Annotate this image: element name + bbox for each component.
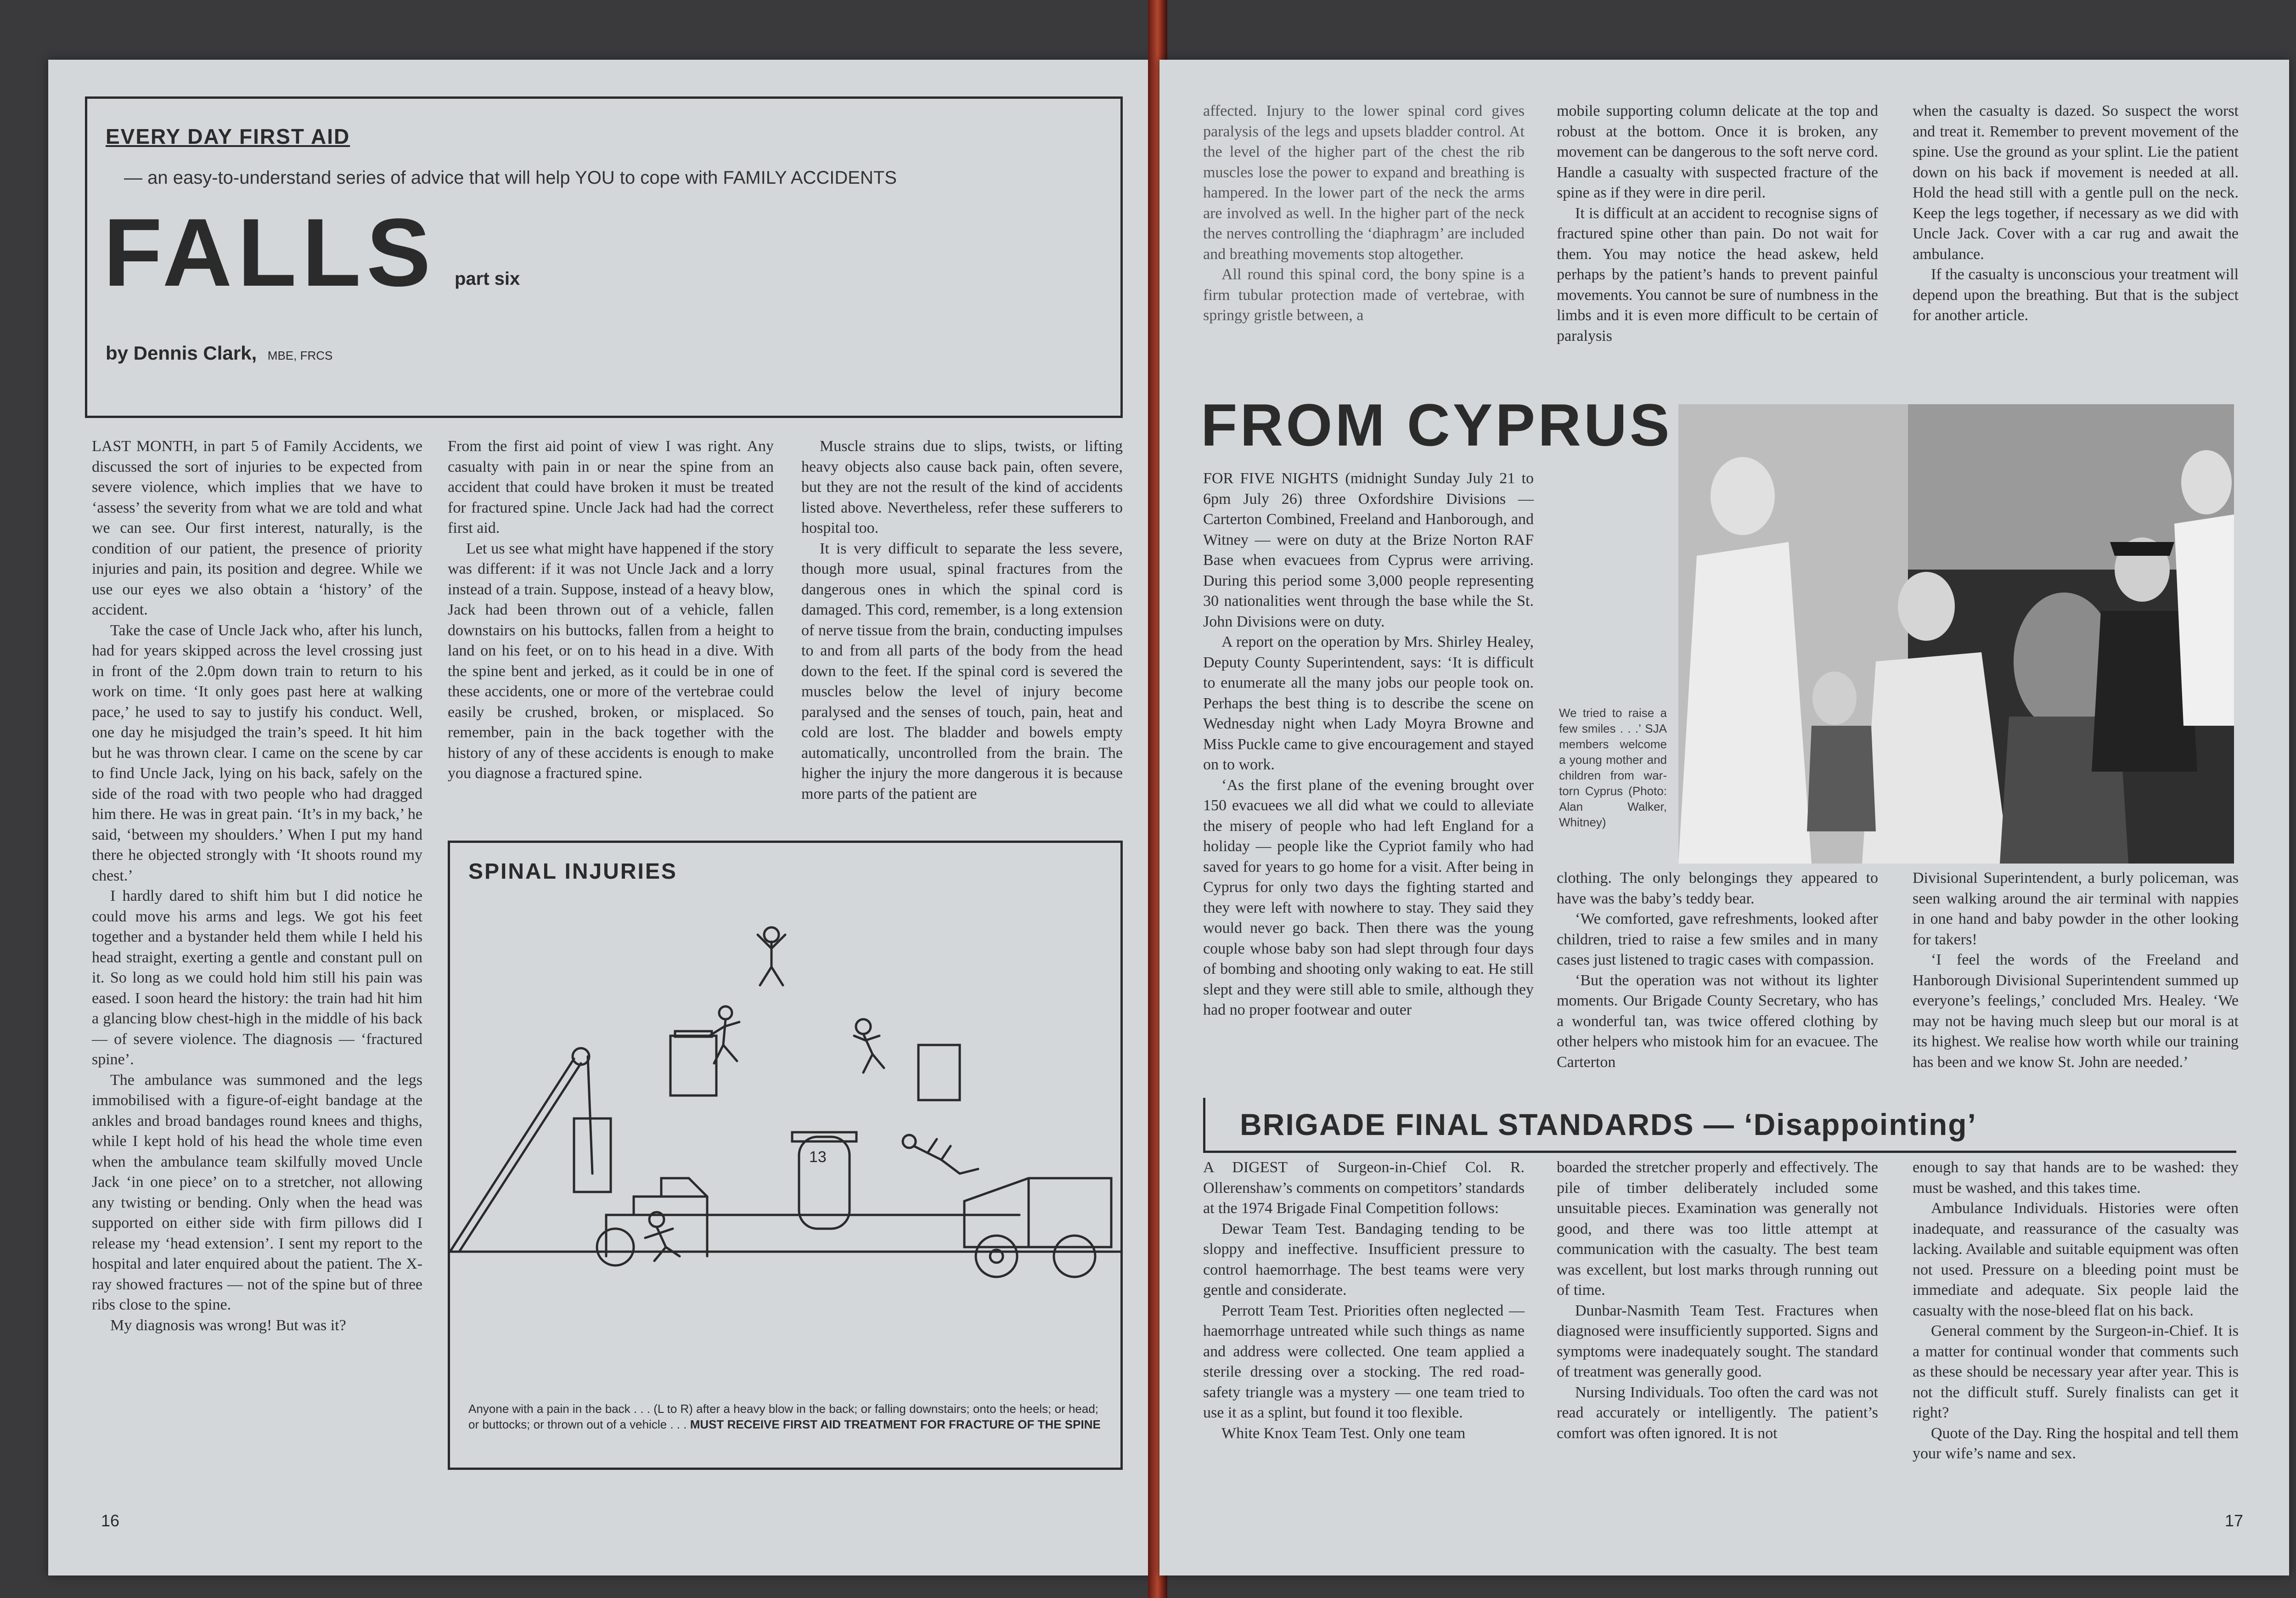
paragraph: A report on the operation by Mrs. Shirley Healey, Deputy County Superintendent, says: ‘It is difficult to enumerate all the many jobs our people took on. Perhaps the best thing is to describe the scene on Wednesday night when Lady Moyra Browne and Miss Puckle came to give encouragement and stayed on to work. bbox=[1203, 633, 1534, 773]
paragraph: The ambulance was summoned and the legs immobilised with a figure-of-eight bandage at the ankles and broad bandages round knees and thighs, while I kept hold of his head the whole time even when the ambulance team skilfully moved Uncle Jack ‘in one piece’ on to a stretcher, not allowing any twisting or bending. Only when the head was supported on either side with firm pillows did I release my ‘head extension’. I sent my report to the hospital and later enquired about the patient. The X-ray showed fractures — not of the spine but of three ribs close to the spine. bbox=[92, 1071, 422, 1313]
truck-wheel bbox=[976, 1236, 1017, 1277]
brigade-headline-band bbox=[1203, 1098, 2236, 1153]
paragraph: It is very difficult to separate the less severe, though more usual, spinal fractures from the dangerous ones in which the spinal cord is damaged. This cord, remember, is a long extension of nerve tissue from the brain, conducting impulses to and from all parts of the body from the head down to the feet. If the spinal cord is severed the muscles below the level of injury become paralysed and the senses of touch, pain, heat and cold are lost. The bladder and bowels empty automatically, uncontrolled from the brain. The higher the injury the more dangerous it is because more parts of the patient are bbox=[801, 540, 1123, 802]
brigade-headline: BRIGADE FINAL STANDARDS — ‘Disappointing’ bbox=[1240, 1107, 1977, 1141]
paragraph: ‘I feel the words of the Freeland and Hanborough Divisional Superintendent summed up everyone’s feelings,’ concluded Mrs. Healey. ‘We may not be having much sleep but our moral is at its highest. We realise how worth while our training has been and we know St. John are needed.’ bbox=[1913, 951, 2239, 1071]
paragraph: ‘We comforted, gave refreshments, looked after children, tried to raise a few smiles and in many cases just listened to tragic cases with compassion. bbox=[1557, 910, 1878, 968]
series-subtitle: — an easy-to-understand series of advice that will help YOU to cope with FAMILY ACCIDENTS bbox=[124, 168, 897, 188]
falling-figure-head bbox=[856, 1019, 871, 1034]
mother-face bbox=[1898, 572, 1955, 641]
staircase bbox=[606, 1178, 707, 1256]
byline bbox=[106, 342, 332, 364]
photo-caption: We tried to raise a few smiles . . .’ SJA members welcome a young mother and children from war-torn Cyprus (Photo: Alan Walker, Whitney) bbox=[1559, 706, 1667, 829]
continued-column-3 bbox=[1913, 101, 2239, 326]
boulder bbox=[597, 1229, 634, 1265]
child-face bbox=[1812, 672, 1857, 725]
paragraph: ‘As the first plane of the evening brought over 150 evacuees we all did what we could to alleviate the misery of people who had left England for a holiday — people like the Cypriot family who had saved for years to go home for a visit. After being in Cyprus for only two days the fighting started and they were left with nowhere to stay. They said they would never go back. Then there was the young couple whose baby son had slept through four days of bombing and shooting only waking to eat. He still slept and they were still able to smile, although they had no proper footwear and outer bbox=[1203, 776, 1534, 1018]
article-title: FALLS bbox=[103, 198, 436, 306]
paragraph: Take the case of Uncle Jack who, after his lunch, had for years skipped across the level crossing just in front of the 2.0pm down train to return to his work on time. ‘It only goes past here at walking pace,’ he used to say to justify his conduct. Well, one day he misjudged the train’s speed. It hit him but he was thrown clear. I came on the scene by car to find Uncle Jack, lying on his back, safely on the side of the road with two people who had dragged him there. He was in great pain. ‘It’s in my back,’ he said, ‘between my shoulders.’ When I put my hand there he objected strongly with ‘It shoots round my chest.’ bbox=[92, 621, 422, 884]
paragraph: From the first aid point of view I was right. Any casualty with pain in or near the spine from an accident that could have broken it must be treated for fractured spine. Uncle Jack had had the correct first aid. bbox=[448, 438, 774, 536]
child-body bbox=[1807, 726, 1876, 831]
paragraph: Perrott Team Test. Priorities often neglected — haemorrhage untreated while such things as name and address were collected. One team applied a sterile dressing over a stocking. The red road-safety triangle was a mystery — one team tried to use it as a splint, but found it too flexible. bbox=[1203, 1302, 1525, 1421]
paragraph: Divisional Superintendent, a burly policeman, was seen walking around the air terminal with nappies in one hand and baby powder in the other looking for takers! bbox=[1913, 870, 2239, 948]
window-left bbox=[670, 1036, 716, 1095]
door-number: 13 bbox=[809, 1148, 827, 1166]
brigade-column-3 bbox=[1913, 1158, 2239, 1464]
paragraph: Dunbar-Nasmith Team Test. Fractures when diagnosed were insufficiently supported. Signs and symptoms were inadequately sought. The standard of treatment was generally good. bbox=[1557, 1302, 1878, 1380]
paragraph: mobile supporting column delicate at the top and robust at the bottom. Once it is broken, any movement can be dangerous to the soft nerve cord. Handle a casualty with suspected fracture of the spine as if they were in dire peril. bbox=[1557, 102, 1878, 201]
spinal-injuries-illustration bbox=[450, 898, 1120, 1357]
paragraph: Muscle strains due to slips, twists, or lifting heavy objects also cause back pain, often severe, but they are not the result of the kind of accidents listed above. Nevertheless, refer these sufferers to hospital too. bbox=[801, 438, 1123, 536]
paragraph: Let us see what might have happened if the story was different: if it was not Uncle Jack and a lorry instead of a train. Suppose, instead of a heavy blow, Jack had been thrown out of a vehicle, fallen downstairs on his buttocks, fallen from a height to land on his feet, or on to his head in a dive. With the spine bent and jerked, as it could be in one of these accidents, one or more of the vertebrae could easily be crushed, broken, or misplaced. So remember, pain in the back together with the history of any of these accidents is enough to make you diagnose a fractured spine. bbox=[448, 540, 774, 782]
nurse-uniform bbox=[1678, 542, 1812, 864]
window-left-lintel bbox=[675, 1031, 712, 1037]
article-column-1 bbox=[92, 436, 422, 1336]
cyprus-column-3 bbox=[1913, 868, 2239, 1073]
part-label: part six bbox=[455, 269, 520, 289]
paragraph: Nursing Individuals. Too often the card was not read accurately or intelligently. The patient’s comfort was often ignored. It is not bbox=[1557, 1383, 1878, 1442]
byline-honours: MBE, FRCS bbox=[267, 349, 333, 362]
falling-figure-head bbox=[764, 927, 779, 942]
falling-figure bbox=[854, 1034, 884, 1073]
older-nurse-uniform bbox=[2174, 514, 2234, 726]
paragraph: ‘But the operation was not without its lighter moments. Our Brigade County Secretary, who has a wonderful tan, was twice offered clothing by other helpers who mistook him for an evacuee. The Carterton bbox=[1557, 971, 1878, 1071]
paragraph: Quote of the Day. Ring the hospital and tell them your wife’s name and sex. bbox=[1913, 1424, 2239, 1462]
older-nurse-face bbox=[2181, 450, 2232, 514]
cyprus-headline: FROM CYPRUS bbox=[1201, 391, 1672, 458]
page-number-left: 16 bbox=[101, 1511, 120, 1530]
diving-figure bbox=[758, 935, 785, 985]
falling-figure bbox=[709, 1019, 739, 1063]
paragraph: If the casualty is unconscious your treatment will depend upon the breathing. But that is the subject for another article. bbox=[1913, 266, 2239, 324]
paragraph: enough to say that hands are to be washed: they must be washed, and this takes time. bbox=[1913, 1159, 2239, 1197]
paragraph: clothing. The only belongings they appeared to have was the baby’s teddy bear. bbox=[1557, 870, 1878, 907]
thrown-figure bbox=[914, 1139, 978, 1174]
cyprus-column-2 bbox=[1557, 868, 1878, 1073]
figure-title: SPINAL INJURIES bbox=[468, 859, 677, 884]
caption-text: Anyone with a pain in the back . . . (L to R) after a heavy blow in the back; or falling downstairs; onto the heels; or head; or buttocks; or thrown out of a vehicle . . . bbox=[468, 1402, 1099, 1431]
paragraph: White Knox Team Test. Only one team bbox=[1221, 1424, 1466, 1442]
window-right bbox=[918, 1045, 960, 1100]
crane-arm bbox=[450, 1059, 574, 1252]
paragraph: I hardly dared to shift him but I did notice he could move his arms and legs. We got his feet together and a bystander held them while I held his head straight, exerting a gentle and constant pull on it. So long as we could hold him still his pain was eased. I soon heard the history: the train had hit him a glancing blow chest-high in the middle of his back — of severe violence. The diagnosis — ‘fractured spine’. bbox=[92, 887, 422, 1068]
crane-rope bbox=[588, 1056, 592, 1174]
paragraph: FOR FIVE NIGHTS (midnight Sunday July 21 to 6pm July 26) three Oxfordshire Divisions — Carterton Combined, Freeland and Hanborough, and Witney — were on duty at the Brize Norton RAF Base when evacuees from Cyprus were arriving. During this period some 3,000 people representing 30 nationalities went through the base while the St. John Divisions were on duty. bbox=[1203, 470, 1534, 630]
evacuees-photo bbox=[1678, 404, 2234, 864]
right-page bbox=[1159, 60, 2289, 1575]
paragraph: All round this spinal cord, the bony spine is a firm tubular protection made of vertebrae, with springy gristle between, a bbox=[1203, 266, 1525, 324]
brigade-column-2 bbox=[1557, 1158, 1878, 1444]
paragraph: affected. Injury to the lower spinal cord gives paralysis of the legs and upsets bladder control. At the level of the higher part of the chest the rib muscles lose the power to expand and breathing is hampered. In the lower part of the neck the arms are involved as well. In the higher part of the neck the nerves controlling the ‘diaphragm’ are included and breathing movements stop altogether. bbox=[1203, 102, 1525, 263]
continued-column-2 bbox=[1557, 101, 1878, 346]
continued-column-1 bbox=[1203, 101, 1525, 326]
cyprus-column-1 bbox=[1203, 469, 1534, 1021]
nurse-face bbox=[1711, 457, 1775, 535]
series-title: EVERY DAY FIRST AID bbox=[106, 124, 350, 148]
photo-scene bbox=[1678, 404, 2234, 864]
paragraph: My diagnosis was wrong! But was it? bbox=[110, 1316, 346, 1334]
crane-arm-inner bbox=[459, 1063, 581, 1252]
tumbling-figure bbox=[645, 1227, 680, 1261]
caption-bold: MUST RECEIVE FIRST AID TREATMENT FOR FRACTURE OF THE SPINE bbox=[690, 1417, 1101, 1431]
paragraph: Ambulance Individuals. Histories were often inadequate, and reassurance of the casualty was lacking. Available and suitable equipment was often not used. Pressure on a bleeding point must be immediate and adequate. Six people laid the casualty with the nose-bleed flat on his back. bbox=[1913, 1200, 2239, 1319]
figure-caption bbox=[468, 1401, 1107, 1432]
paragraph: boarded the stretcher properly and effectively. The pile of timber deliberately included some unsuitable pieces. Examination was generally not good, and there was too little attempt at communication with the casualty. The best team was excellent, but lost marks through running out of time. bbox=[1557, 1159, 1878, 1299]
left-page bbox=[48, 60, 1155, 1575]
truck-wheel bbox=[1054, 1236, 1095, 1277]
brigade-column-1 bbox=[1203, 1158, 1525, 1444]
article-column-3 bbox=[801, 436, 1123, 804]
paragraph: It is difficult at an accident to recognise signs of fractured spine other than pain. Do not wait for them. You may notice the head askew, held perhaps by the patient’s hands to prevent painful movements. You cannot be sure of numbness in the limbs and it is even more difficult to be certain of paralysis bbox=[1557, 204, 1878, 344]
paragraph: LAST MONTH, in part 5 of Family Accidents, we discussed the sort of injuries to be expected from severe violence, which implies that we have to ‘assess’ the severity from what we are told and what we can see. Our first interest, naturally, is the condition of our patient, the presence of priority injuries and pain, its position and degree. While we use our eyes we also obtain a ‘history’ of the accident. bbox=[92, 438, 422, 618]
paragraph: when the casualty is dazed. So suspect the worst and treat it. Remember to prevent movement of the spine. Use the ground as your splint. Lie the patient down on his back if movement is needed at all. Hold the head still with a gentle pull on the neck. Keep the legs together, if necessary as we did with Uncle Jack. Cover with a car rug and await the ambulance. bbox=[1913, 102, 2239, 263]
byline-name: by Dennis Clark, bbox=[106, 342, 257, 364]
paragraph: Dewar Team Test. Bandaging tending to be sloppy and ineffective. Insufficient pressure to control haemorrhage. The best teams were very gentle and considerate. bbox=[1203, 1220, 1525, 1299]
spinal-injuries-figure bbox=[448, 841, 1123, 1470]
truck-body bbox=[964, 1178, 1111, 1247]
article-column-2 bbox=[448, 436, 774, 784]
paragraph: A DIGEST of Surgeon-in-Chief Col. R. Ollerenshaw’s comments on competitors’ standards at the 1974 Brigade Final Competition follows: bbox=[1203, 1159, 1525, 1217]
paragraph: General comment by the Surgeon-in-Chief. It is a matter for continual wonder that comments such as these should be necessary year after year. This is not the difficult stuff. Surely finalists can get it right? bbox=[1913, 1322, 2239, 1421]
officer-cap bbox=[2110, 542, 2174, 556]
page-number-right: 17 bbox=[2225, 1511, 2244, 1530]
falling-figure-head bbox=[719, 1006, 732, 1019]
article-header-box bbox=[85, 96, 1123, 418]
